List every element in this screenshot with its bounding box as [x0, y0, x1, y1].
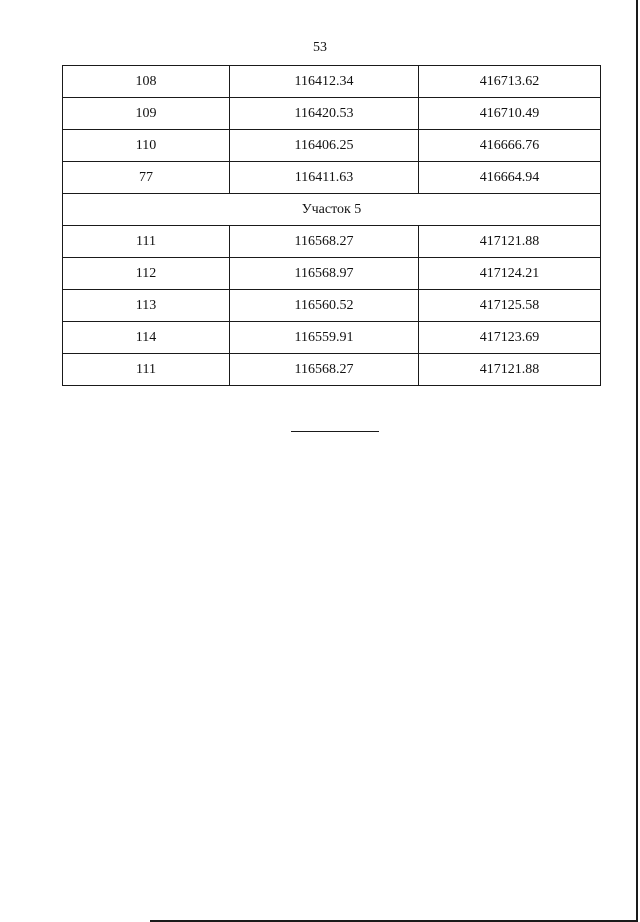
- point-number-cell: 109: [63, 98, 230, 130]
- y-coordinate-cell: 417121.88: [419, 354, 601, 386]
- table-row: [63, 130, 601, 162]
- table-row: [63, 354, 601, 386]
- x-coordinate-cell: 116420.53: [230, 98, 419, 130]
- x-coordinate-cell: 116568.27: [230, 354, 419, 386]
- x-coordinate-cell: 116411.63: [230, 162, 419, 194]
- table-row: [63, 66, 601, 98]
- table-row: [63, 226, 601, 258]
- x-coordinate-cell: 116568.27: [230, 226, 419, 258]
- point-number-cell: 114: [63, 322, 230, 354]
- point-number-cell: 77: [63, 162, 230, 194]
- point-number-cell: 113: [63, 290, 230, 322]
- point-number-cell: 110: [63, 130, 230, 162]
- y-coordinate-cell: 417121.88: [419, 226, 601, 258]
- section-title: Участок 5: [63, 194, 601, 226]
- y-coordinate-cell: 416713.62: [419, 66, 601, 98]
- table-row: [63, 98, 601, 130]
- x-coordinate-cell: 116559.91: [230, 322, 419, 354]
- x-coordinate-cell: 116412.34: [230, 66, 419, 98]
- x-coordinate-cell: 116568.97: [230, 258, 419, 290]
- table-row: [63, 290, 601, 322]
- point-number-cell: 112: [63, 258, 230, 290]
- point-number-cell: 111: [63, 226, 230, 258]
- x-coordinate-cell: 116560.52: [230, 290, 419, 322]
- coordinates-table: [62, 65, 601, 386]
- point-number-cell: 111: [63, 354, 230, 386]
- y-coordinate-cell: 416666.76: [419, 130, 601, 162]
- y-coordinate-cell: 417123.69: [419, 322, 601, 354]
- y-coordinate-cell: 417124.21: [419, 258, 601, 290]
- section-header-row: [63, 194, 601, 226]
- y-coordinate-cell: 416664.94: [419, 162, 601, 194]
- x-coordinate-cell: 116406.25: [230, 130, 419, 162]
- table-row: [63, 258, 601, 290]
- y-coordinate-cell: 417125.58: [419, 290, 601, 322]
- scan-border-right: [636, 0, 638, 922]
- page-number: 53: [313, 40, 327, 55]
- table-row: [63, 322, 601, 354]
- end-rule: [291, 431, 379, 432]
- coordinates-table-body: [63, 66, 601, 386]
- point-number-cell: 108: [63, 66, 230, 98]
- table-row: [63, 162, 601, 194]
- y-coordinate-cell: 416710.49: [419, 98, 601, 130]
